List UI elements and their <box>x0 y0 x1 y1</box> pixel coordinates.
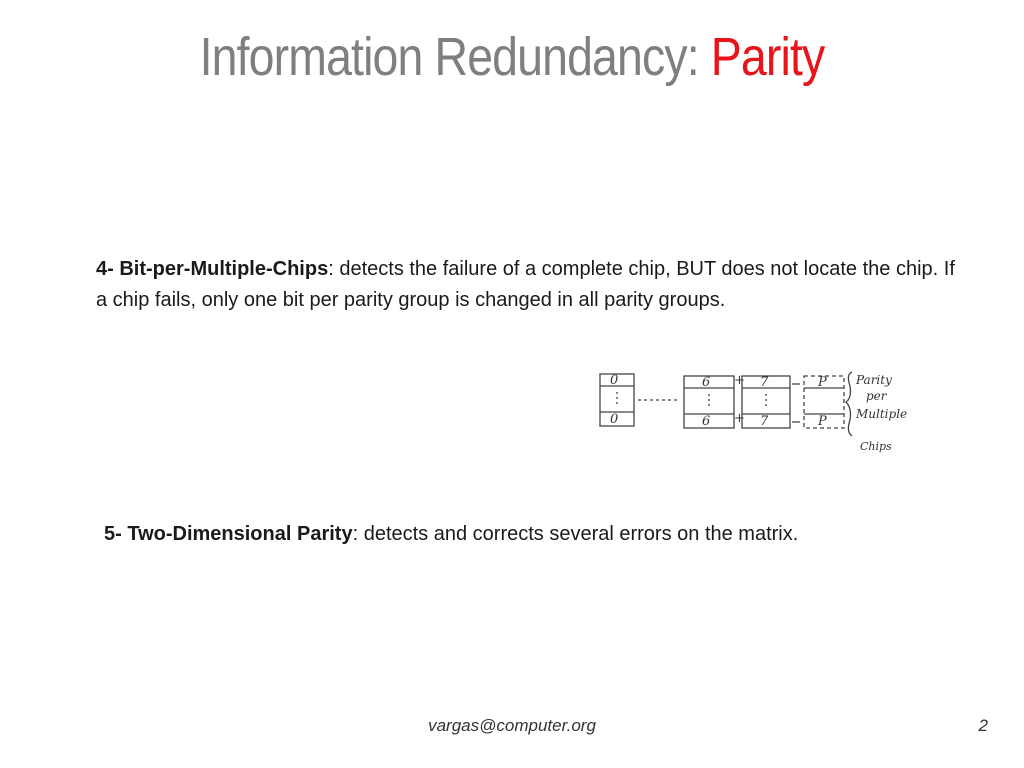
footer-email: vargas@computer.org <box>428 716 596 735</box>
item-label: 5- Two-Dimensional Parity <box>104 523 353 545</box>
sketch-cell: 0 <box>610 412 619 427</box>
title-main: Information Redundancy: <box>199 27 711 87</box>
sketch-cell: 0 <box>610 373 619 388</box>
sketch-note: Chips <box>860 440 892 453</box>
item-text: : detects and corrects several errors on the matrix. <box>352 523 799 545</box>
brace <box>846 372 852 436</box>
sketch-cell: P <box>818 375 827 390</box>
item-label: 4- Bit-per-Multiple-Chips <box>96 258 329 280</box>
slide-title <box>72 22 953 92</box>
item-two-dimensional-parity <box>104 519 964 550</box>
handwritten-sketch <box>594 362 916 468</box>
sketch-cell: 7 <box>760 375 769 390</box>
sketch-cell: 7 <box>760 414 769 429</box>
sketch-plus: + <box>734 373 745 388</box>
sketch-cell: 6 <box>702 375 711 390</box>
sketch-cell: 6 <box>702 414 711 429</box>
sketch-note: per <box>866 389 887 403</box>
sketch-cell: P <box>818 414 827 429</box>
title-accent: Parity <box>710 27 825 87</box>
sketch-plus: + <box>734 411 745 426</box>
item-text: : detects the failure of a complete chip, BUT does not locate the chip. If a chip fails, only one bit per parity group is changed in all parity groups. <box>96 258 955 311</box>
sketch-note: Multiple <box>856 407 908 421</box>
sketch-note: Parity <box>856 373 892 387</box>
page-number: 2 <box>978 716 988 735</box>
item-bit-per-multiple-chips <box>96 254 956 316</box>
